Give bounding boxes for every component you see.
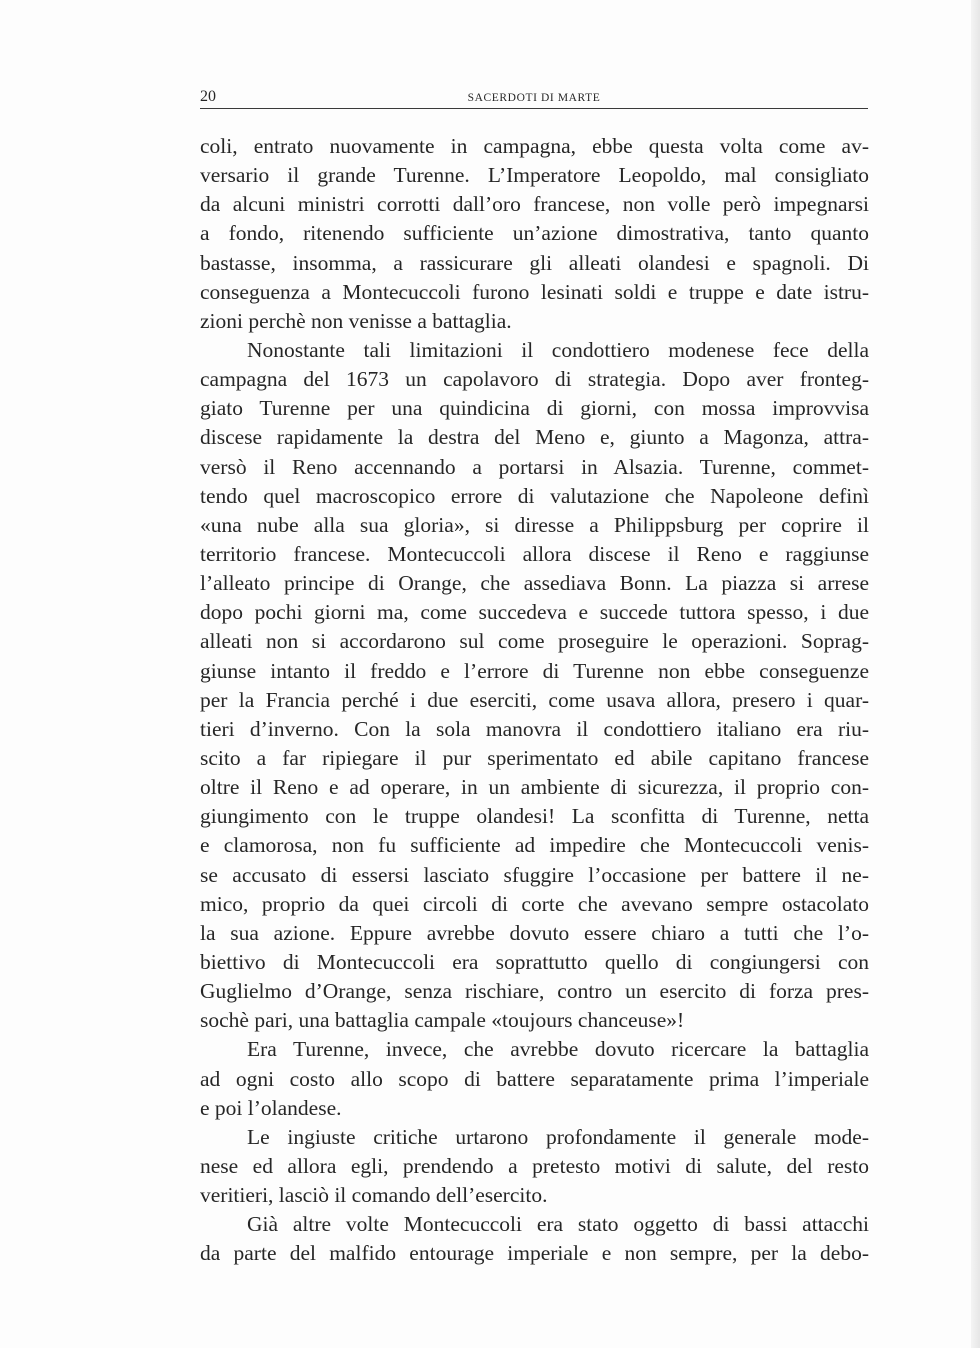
text-line: Già altre volte Montecuccoli era stato oggetto di bassi attacchi — [247, 1212, 869, 1237]
paragraph — [200, 132, 869, 336]
text-line: «una nube alla sua gloria», si diresse a Philippsburg per coprire il — [200, 512, 869, 537]
text-line: alleati non si accordarono sul come proseguire le operazioni. Soprag- — [200, 629, 869, 654]
text-line: ad ogni costo allo scopo di battere separatamente prima l’imperiale — [200, 1066, 869, 1091]
text-line: versario il grande Turenne. L’Imperatore Leopoldo, mal consigliato — [200, 163, 869, 188]
body-text — [200, 132, 869, 1268]
text-line: l’alleato principe di Orange, che assediava Bonn. La piazza si arrese — [200, 571, 869, 596]
text-line: se accusato di essersi lasciato sfuggire l’occasione per battere il ne- — [200, 862, 869, 887]
text-line: bastasse, insomma, a rassicurare gli alleati olandesi e spagnoli. Di — [200, 250, 869, 275]
text-line: biettivo di Montecuccoli era soprattutto quello di congiungersi con — [200, 949, 869, 974]
text-line: sochè pari, una battaglia campale «toujours chanceuse»! — [200, 1008, 685, 1033]
text-line: tieri d’inverno. Con la sola manovra il condottiero italiano era riu- — [200, 716, 869, 741]
text-line: e poi l’olandese. — [200, 1095, 342, 1120]
text-line: la sua azione. Eppure avrebbe dovuto essere chiaro a tutti che l’o- — [200, 920, 869, 945]
text-line: dopo pochi giorni ma, come succedeva e succede tuttora spesso, i due — [200, 600, 869, 625]
text-line: oltre il Reno e ad operare, in un ambiente di sicurezza, il proprio con- — [200, 775, 869, 800]
text-line: territorio francese. Montecuccoli allora discese il Reno e raggiunse — [200, 541, 869, 566]
text-line: da alcuni ministri corrotti dall’oro francese, non volle però impegnarsi — [200, 192, 869, 217]
page-edge-shadow — [971, 0, 980, 1348]
text-line: veritieri, lasciò il comando dell’esercito. — [200, 1183, 548, 1208]
text-line: coli, entrato nuovamente in campagna, ebbe questa volta come av- — [200, 134, 869, 158]
text-line: campagna del 1673 un capolavoro di strategia. Dopo aver fronteg- — [200, 367, 869, 392]
text-line: conseguenza a Montecuccoli furono lesinati soldi e truppe e date istru- — [200, 279, 869, 304]
text-line: Le ingiuste critiche urtarono profondamente il generale mode- — [247, 1124, 869, 1149]
text-line: nese ed allora egli, prendendo a pretesto motivi di salute, del resto — [200, 1153, 869, 1178]
text-line: per la Francia perché i due eserciti, come usava allora, presero i quar- — [200, 687, 869, 712]
text-line: da parte del malfido entourage imperiale e non sempre, per la debo- — [200, 1241, 869, 1266]
text-line: Era Turenne, invece, che avrebbe dovuto ricercare la battaglia — [247, 1037, 869, 1062]
paragraph — [200, 1123, 869, 1210]
running-header — [200, 86, 868, 109]
text-line: zioni perchè non venisse a battaglia. — [200, 308, 512, 333]
text-line: Nonostante tali limitazioni il condottiero modenese fece della — [247, 337, 869, 362]
text-line: Guglielmo d’Orange, senza rischiare, contro un esercito di forza pres- — [200, 979, 869, 1004]
text-line: discese rapidamente la destra del Meno e, giunto a Magonza, attra- — [200, 425, 869, 450]
page-number: 20 — [200, 88, 216, 105]
text-line: tendo quel macroscopico errore di valutazione che Napoleone definì — [200, 483, 869, 508]
text-line: mico, proprio da quei circoli di corte che avevano sempre ostacolato — [200, 891, 869, 916]
text-line: a fondo, ritenendo sufficiente un’azione dimostrativa, tanto quanto — [200, 221, 869, 246]
paragraph — [200, 336, 869, 1035]
paragraph — [200, 1210, 869, 1268]
paragraph — [200, 1035, 869, 1122]
text-line: giato Turenne per una quindicina di giorni, con mossa improvvisa — [200, 396, 869, 421]
running-title: SACERDOTI DI MARTE — [467, 92, 601, 104]
text-line: versò il Reno accennando a portarsi in Alsazia. Turenne, commet- — [200, 454, 869, 479]
text-line: giunse intanto il freddo e l’errore di Turenne non ebbe conseguenze — [200, 658, 869, 683]
text-line: e clamorosa, non fu sufficiente ad impedire che Montecuccoli venis- — [200, 833, 869, 858]
text-line: giungimento con le truppe olandesi! La sconfitta di Turenne, netta — [200, 804, 869, 829]
text-line: scito a far ripiegare il pur sperimentato ed abile capitano francese — [200, 745, 869, 770]
